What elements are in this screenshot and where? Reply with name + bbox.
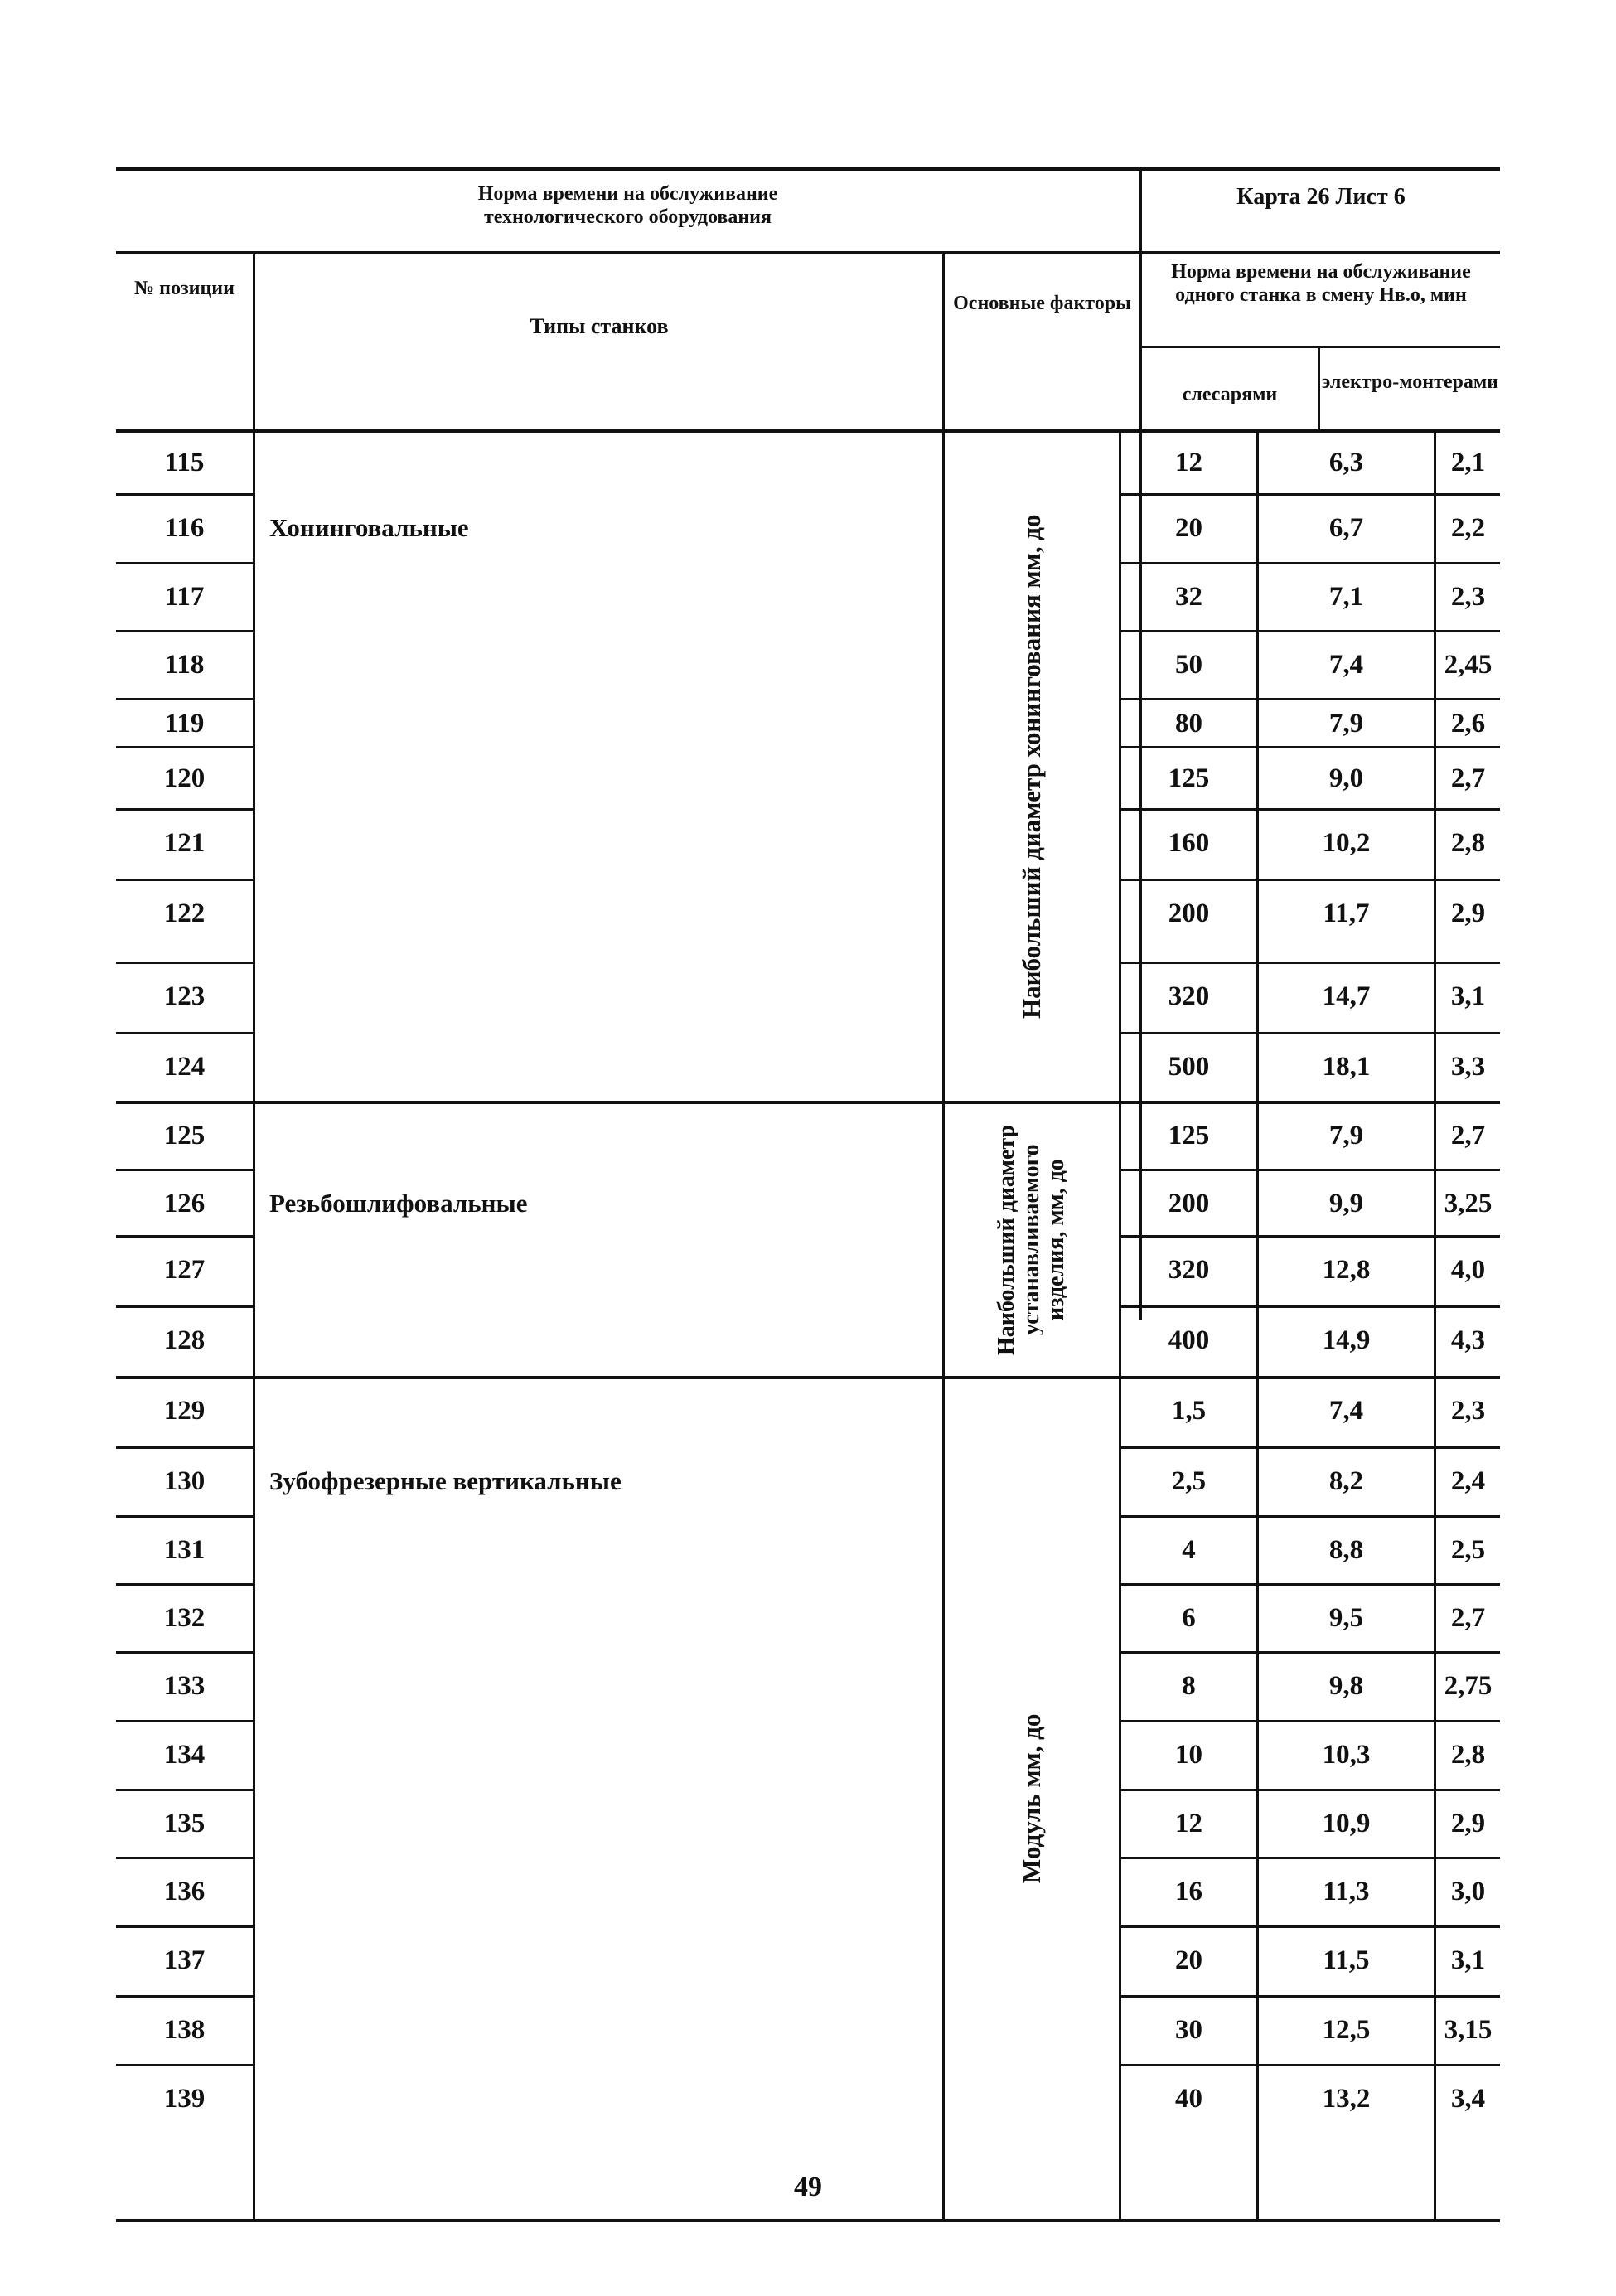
fitters-norm: 18,1 [1322,1051,1371,1082]
row-number: 125 [163,1120,206,1150]
electricians-norm: 2,8 [1450,1739,1486,1770]
col-num-header: № позиции [134,278,235,299]
factor-value: 40 [1175,2083,1202,2114]
row-rule [116,630,253,632]
factor-value: 125 [1168,763,1210,793]
row-rule [116,1925,253,1928]
electricians-norm: 2,6 [1450,708,1486,739]
page-number: 49 [794,2172,822,2202]
row-rule [116,493,253,496]
row-number: 119 [164,708,205,739]
row-number: 120 [163,763,206,793]
fitters-norm: 13,2 [1322,2083,1371,2114]
row-rule [1119,1651,1500,1654]
fitters-norm: 7,9 [1328,708,1364,739]
row-rule [116,1857,253,1859]
row-number: 121 [163,827,206,858]
electricians-norm: 2,3 [1450,1395,1486,1426]
electricians-norm: 2,8 [1450,827,1486,858]
electricians-norm: 3,1 [1450,1945,1486,1975]
row-number: 132 [163,1602,206,1633]
fitters-norm: 11,5 [1323,1945,1370,1975]
row-number: 134 [163,1739,206,1770]
electricians-norm: 2,45 [1444,649,1493,680]
row-number: 135 [163,1808,206,1838]
electricians-norm: 2,2 [1450,512,1486,543]
row-rule [1119,698,1500,700]
row-rule [116,746,253,748]
row-rule [116,808,253,811]
machine-type-name: Резьбошлифовальные [269,1189,528,1218]
fitters-norm: 11,7 [1323,898,1370,928]
row-number: 131 [163,1534,206,1565]
row-rule [116,2064,253,2066]
factor-value: 160 [1168,827,1210,858]
electricians-norm: 3,25 [1444,1188,1493,1218]
electricians-norm: 3,0 [1450,1876,1486,1906]
row-rule [116,1169,253,1171]
row-rule [116,1032,253,1034]
fitters-norm: 8,8 [1328,1534,1364,1565]
row-rule [1119,1720,1500,1722]
factor-value: 12 [1175,448,1202,477]
electricians-norm: 2,75 [1444,1670,1493,1701]
col-types-header: Типы станков [530,314,669,338]
row-rule [1119,1789,1500,1791]
fitters-norm: 11,3 [1323,1876,1370,1906]
row-rule [116,1995,253,1998]
factor-value: 80 [1175,708,1202,739]
table-title [116,182,1139,229]
row-rule [1119,1032,1500,1034]
row-rule [116,1583,253,1586]
row-number: 127 [163,1254,206,1285]
electricians-norm: 4,3 [1450,1325,1486,1355]
row-rule [1119,493,1500,496]
fitters-norm: 14,7 [1322,981,1371,1011]
row-rule [1119,2064,1500,2066]
fitters-divider-header [1318,348,1320,431]
row-number: 129 [163,1395,206,1426]
row-number: 124 [163,1051,206,1082]
factor-value: 12 [1175,1808,1202,1838]
row-rule [116,1789,253,1791]
fitters-norm: 8,2 [1328,1465,1364,1496]
fitters-norm: 14,9 [1322,1325,1371,1355]
electricians-norm: 2,7 [1450,763,1486,793]
row-rule [116,698,253,700]
electricians-norm: 3,3 [1450,1051,1486,1082]
row-number: 118 [164,649,205,680]
row-rule [116,1305,253,1308]
factor-value: 20 [1175,512,1202,543]
row-number: 137 [163,1945,206,1975]
group-rule [116,1101,1500,1104]
row-number: 133 [163,1670,206,1701]
electricians-norm: 2,9 [1450,1808,1486,1838]
row-rule [116,962,253,964]
row-rule [116,1720,253,1722]
electricians-norm: 2,7 [1450,1120,1486,1150]
fitters-norm: 7,4 [1328,649,1364,680]
factor-value: 8 [1182,1670,1196,1701]
electricians-norm: 3,1 [1450,981,1486,1011]
factor-value: 16 [1175,1876,1202,1906]
row-number: 123 [163,981,206,1011]
row-number: 115 [164,448,205,477]
row-rule [116,1235,253,1238]
row-rule [1119,1446,1500,1449]
row-rule [116,879,253,881]
electricians-norm: 2,4 [1450,1465,1486,1496]
row-number: 117 [164,581,205,612]
row-rule [116,562,253,564]
factor-value: 400 [1168,1325,1210,1355]
col-factors-header: Основные факторы [953,293,1131,314]
factor-label: Модуль мм, до [1017,1713,1046,1883]
fitters-norm: 7,4 [1328,1395,1364,1426]
row-rule [1119,1995,1500,1998]
electricians-norm: 2,3 [1450,581,1486,612]
fitters-norm: 7,1 [1328,581,1364,612]
factor-label: Наибольший диаметр хонингования мм, до [1017,514,1046,1020]
factor-value: 320 [1168,981,1210,1011]
row-rule [116,1651,253,1654]
electricians-norm: 3,15 [1444,2014,1493,2045]
row-rule [1119,1169,1500,1171]
factor-value: 200 [1168,1188,1210,1218]
factor-value: 200 [1168,898,1210,928]
header-rule [116,251,1500,254]
fitters-norm: 9,0 [1328,763,1364,793]
fitters-norm: 6,3 [1328,448,1364,477]
factor-value: 32 [1175,581,1202,612]
factor-value: 500 [1168,1051,1210,1082]
row-rule [1119,1925,1500,1928]
row-rule [1119,879,1500,881]
num-divider [253,251,255,2221]
fitters-norm: 9,9 [1328,1188,1364,1218]
row-number: 126 [163,1188,206,1218]
row-rule [1119,808,1500,811]
machine-type-name: Зубофрезерные вертикальные [269,1466,622,1495]
factor-value: 30 [1175,2014,1202,2045]
row-rule [1119,746,1500,748]
row-rule [116,1515,253,1518]
fitters-norm: 10,9 [1322,1808,1371,1838]
row-number: 116 [164,512,205,543]
row-rule [1119,1235,1500,1238]
col-fitters-header: слесарями [1182,384,1278,405]
row-rule [1119,1305,1500,1308]
fitters-norm: 9,8 [1328,1670,1364,1701]
row-rule [1119,962,1500,964]
row-number: 122 [163,898,206,928]
group-rule [116,1376,1500,1379]
electricians-norm: 2,5 [1450,1534,1486,1565]
card-sheet: Карта 26 Лист 6 [1236,184,1406,210]
fitters-norm: 12,8 [1322,1254,1371,1285]
machine-type-name: Хонинговальные [269,513,469,542]
factor-value: 2,5 [1171,1465,1207,1496]
electricians-norm: 3,4 [1450,2083,1486,2114]
fitters-norm: 10,2 [1322,827,1371,858]
factor-value: 4 [1182,1534,1196,1565]
row-number: 128 [163,1325,206,1355]
row-rule [1119,562,1500,564]
row-rule [1119,1515,1500,1518]
row-rule [1119,630,1500,632]
fitters-norm: 7,9 [1328,1120,1364,1150]
electricians-norm: 2,9 [1450,898,1486,928]
factor-value: 6 [1182,1602,1196,1633]
bottom-rule [116,2219,1500,2222]
factor-value: 1,5 [1171,1395,1207,1426]
factor-label: Наибольший диаметр устанавливаемого изделия, мм, до [994,1124,1069,1356]
col-norm-header: Норма времени на обслуживание одного станка в смену Нв.о, мин [1171,261,1471,306]
row-rule [1119,1857,1500,1859]
top-rule [116,167,1500,171]
row-number: 138 [163,2014,206,2045]
table-title-line2: технологического оборудования [484,206,772,228]
fitters-norm: 12,5 [1322,2014,1371,2045]
factor-value: 125 [1168,1120,1210,1150]
col-electricians-header: электро-монтерами [1321,371,1499,393]
electricians-norm: 4,0 [1450,1254,1486,1285]
electricians-norm: 2,1 [1450,448,1486,477]
row-rule [116,1446,253,1449]
fitters-norm: 10,3 [1322,1739,1371,1770]
factor-value: 50 [1175,649,1202,680]
factor-value: 20 [1175,1945,1202,1975]
factor-value: 320 [1168,1254,1210,1285]
norm-rule [1142,346,1500,348]
table-title-line1: Норма времени на обслуживание [477,183,778,205]
fitters-norm: 9,5 [1328,1602,1364,1633]
row-number: 130 [163,1465,206,1496]
fitters-norm: 6,7 [1328,512,1364,543]
row-number: 139 [163,2083,206,2114]
row-rule [1119,1583,1500,1586]
factor-value: 10 [1175,1739,1202,1770]
electricians-norm: 2,7 [1450,1602,1486,1633]
row-number: 136 [163,1876,206,1906]
